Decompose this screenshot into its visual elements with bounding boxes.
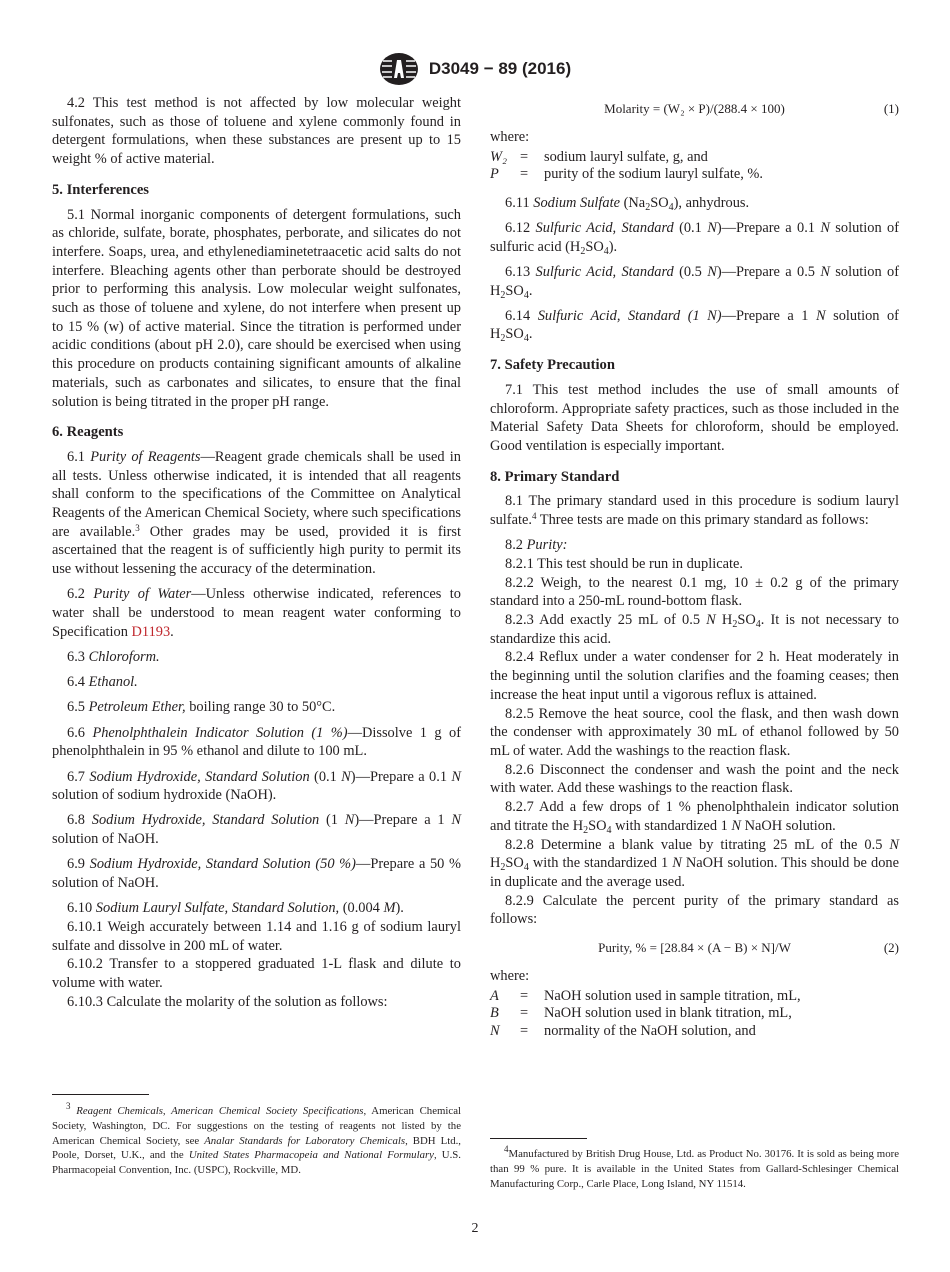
section-6-13: 6.13 Sulfuric Acid, Standard (0.5 N)—Prepare a 0.5 N solution of $H_2SO_4$.	[490, 263, 899, 301]
page-number: 2	[471, 1221, 479, 1236]
definition-row: W₂ = sodium lauryl sulfate, g, and	[490, 148, 708, 165]
astm-logo-icon	[379, 52, 419, 86]
section-6-12: 6.12 Sulfuric Acid, Standard (0.1 N)—Prepare a 0.1 N solution of sulfuric acid $(H_2SO_4)$.	[490, 219, 899, 257]
definitions-2	[490, 988, 899, 1041]
section-8-2-1: 8.2.1 This test should be run in duplicate.	[505, 555, 743, 572]
section-8-2-2: 8.2.2 Weigh, to the nearest 0.1 mg, 10 ± 0.2 g of the primary standard into a 250-mL round-bottom flask.	[490, 574, 899, 610]
equation-2	[490, 937, 899, 959]
footnote-3: $^3$ Reagent Chemicals, American Chemical Society Specifications, American Chemical Society, Washington, DC. For suggestions on the testing of reagents not listed by the American Chemical Society, see Analar Standards for Laboratory Chemicals, BDH Ltd., Poole, Dorset, U.K., and the United States Pharmacopeia and National Formulary, U.S. Pharmacopeial Convention, Inc. (USPC), Rockville, MD.	[52, 1101, 462, 1177]
section-6-10-2: 6.10.2 Transfer to a stoppered graduated 1-L flask and dilute to volume with water.	[52, 956, 461, 992]
section-4-2: 4.2 This test method is not affected by low molecular weight sulfonates, such as those of toluene and xylene commonly found in detergent formulations, when these substances are present up to 15 weight % of active material.	[52, 95, 461, 168]
equation-1	[490, 98, 899, 120]
section-5-1: 5.1 Normal inorganic components of detergent formulations, such as chloride, sulfate, borate, phosphates, perborate, and silicates do not interfere. Soaps, urea, and ethylenediaminetetraacetic acid salts do not interfere. Bleaching agents other than perborate should be destroyed prior to performing this analysis. Low molecular weight sulfonates, such as those of toluene and xylene, do not interfere when present up to 15 % (w) of active material. Since the titration is performed under acidic conditions (about pH 2.0), care should be exercised when using this procedure on products containing significant amounts of alkaline materials, such as carbonates and silicates, to ensure that the final solution is being titrated in the proper pH range.	[52, 206, 461, 410]
section-8-2-9: 8.2.9 Calculate the percent purity of the primary standard as follows:	[490, 892, 899, 928]
equation-1-expression: Molarity = (W₂ × P)/(288.4 × 100)	[604, 101, 785, 116]
footnote-4: $^4$Manufactured by British Drug House, Ltd. as Product No. 30176. It is sold as being more than 99 % pure. It is available in the United States from Gallard-Schlesinger Chemical Manufacturing Corp., Carle Place, Long Island, NY 11514.	[490, 1144, 899, 1190]
definitions-1	[490, 149, 899, 184]
section-8-heading: 8. Primary Standard	[490, 468, 620, 485]
section-8-2-3: 8.2.3 Add exactly 25 mL of 0.5 N $H_2SO_4$. It is not necessary to standardize this acid.	[490, 612, 899, 647]
page-header	[0, 52, 950, 86]
section-6-heading: 6. Reagents	[52, 424, 124, 441]
section-6-11: 6.11 Sodium Sulfate $(Na_2SO_4)$, anhydrous.	[505, 194, 750, 213]
section-7-1: 7.1 This test method includes the use of small amounts of chloroform. Appropriate safety practices, such as those included in the Material Safety Data Sheets for chloroform, should be employed. Good ventilation is especially important.	[490, 381, 899, 454]
section-5-heading: 5. Interferences	[52, 181, 149, 198]
equation-2-number: (2)	[883, 940, 899, 956]
section-8-2: 8.2 Purity:	[505, 537, 568, 554]
section-6-6: 6.6 Phenolphthalein Indicator Solution (1 %)—Dissolve 1 g of phenolphthalein in 95 % ethanol and dilute to 100 mL.	[52, 724, 461, 760]
standard-designation: D3049 − 89 (2016)	[428, 59, 572, 78]
section-7-heading: 7. Safety Precaution	[490, 357, 615, 374]
footnote-ref-3[interactable]: 3	[135, 522, 140, 533]
section-6-2: 6.2 Purity of Water—Unless otherwise indicated, references to water shall be understood to mean reagent water conforming to Specification D1193.	[52, 586, 461, 640]
where-label-2: where:	[490, 968, 530, 985]
where-label-1: where:	[490, 129, 530, 145]
section-6-7: 6.7 Sodium Hydroxide, Standard Solution (0.1 N)—Prepare a 0.1 N solution of sodium hydroxide (NaOH).	[52, 768, 461, 804]
right-column	[490, 94, 899, 1040]
footnote-rule-right	[490, 1138, 587, 1139]
section-8-1: 8.1 The primary standard used in this procedure is sodium lauryl sulfate.$^4$ Three tests are made on this primary standard as follows:	[490, 493, 899, 529]
equation-2-expression: Purity, % = [28.84 × (A − B) × N]/W	[598, 940, 791, 956]
definition-row: P = purity of the sodium lauryl sulfate, %.	[490, 166, 764, 183]
section-6-10-3: 6.10.3 Calculate the molarity of the solution as follows:	[67, 993, 388, 1010]
section-8-2-6: 8.2.6 Disconnect the condenser and wash the point and the neck with water. Add these washings to the reaction flask.	[490, 761, 899, 797]
section-6-8: 6.8 Sodium Hydroxide, Standard Solution (1 N)—Prepare a 1 N solution of NaOH.	[52, 812, 461, 848]
footnote-rule-left	[52, 1094, 149, 1095]
section-8-2-7: 8.2.7 Add a few drops of 1 % phenolphthalein indicator solution and titrate the $H_2SO_4$ with standardized 1 N NaOH solution.	[490, 799, 899, 836]
d1193-link[interactable]: D1193	[131, 623, 171, 640]
definition-row: N = normality of the NaOH solution, and	[490, 1022, 756, 1039]
section-6-10: 6.10 Sodium Lauryl Sulfate, Standard Solution, (0.004 M).	[67, 900, 404, 917]
section-6-9: 6.9 Sodium Hydroxide, Standard Solution (50 %)—Prepare a 50 % solution of NaOH.	[52, 856, 461, 892]
footnote-ref-4[interactable]: 4	[531, 511, 537, 522]
definition-row: A = NaOH solution used in sample titration, mL,	[490, 987, 801, 1004]
section-6-10-1: 6.10.1 Weigh accurately between 1.14 and 1.16 g of sodium lauryl sulfate and dissolve in 200 mL of water.	[52, 918, 461, 954]
section-6-14: 6.14 Sulfuric Acid, Standard (1 N)—Prepare a 1 N solution of $H_2SO_4$.	[490, 307, 899, 345]
section-6-1: 6.1 Purity of Reagents—Reagent grade chemicals shall be used in all tests. Unless otherwise indicated, it is intended that all reagents shall conform to the specifications of the Committee on Analytical Reagents of the American Chemical Society, where such specifications are available.$^3$ Other grades may be used, provided it is first ascertained that the reagent is of sufficiently high purity to permit its use without lessening the accuracy of the determination.	[52, 448, 462, 578]
left-column	[52, 94, 461, 1011]
section-6-3: 6.3 Chloroform.	[67, 648, 160, 665]
section-6-4: 6.4 Ethanol.	[67, 674, 138, 691]
section-8-2-5: 8.2.5 Remove the heat source, cool the flask, and then wash down the condenser with approximately 30 mL of ethanol followed by 50 mL of water. Add the washings to the reaction flask.	[490, 705, 899, 759]
definition-row: B = NaOH solution used in blank titration, mL,	[490, 1005, 792, 1022]
section-6-5: 6.5 Petroleum Ether, boiling range 30 to 50°C.	[67, 699, 336, 716]
equation-1-number: (1)	[883, 101, 899, 116]
section-8-2-4: 8.2.4 Reflux under a water condenser for 2 h. Heat moderately in the beginning until the solution clarifies and the foaming ceases; then increase the heat input until a vigorous reflux is attained.	[490, 649, 899, 703]
section-8-2-8: 8.2.8 Determine a blank value by titrating 25 mL of the 0.5 N $H_2SO_4$ with the standardized 1 N NaOH solution. This should be done in duplicate and the average used.	[490, 836, 899, 890]
